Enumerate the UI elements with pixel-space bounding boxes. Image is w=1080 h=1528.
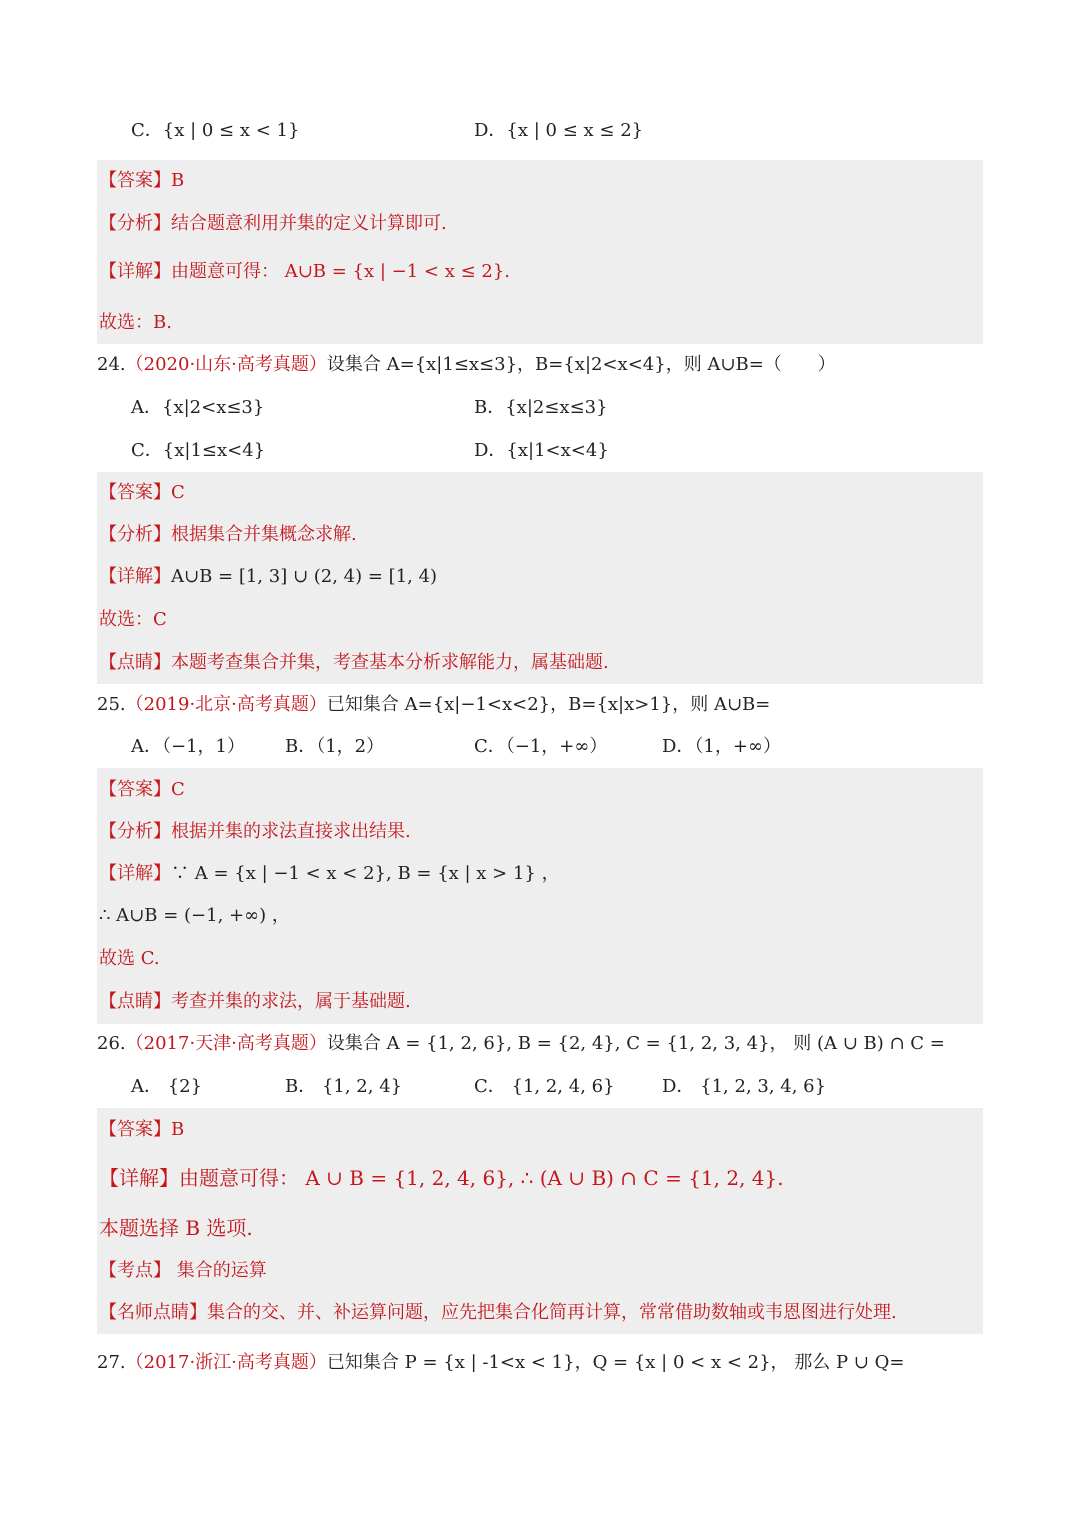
question-number: 24. bbox=[97, 354, 126, 375]
q26-option-b: B． {1, 2, 4} bbox=[285, 1076, 403, 1097]
therefore-25: ∴ A∪B = (−1, +∞) ， bbox=[99, 905, 290, 926]
analysis-23: 【分析】结合题意利用并集的定义计算即可. bbox=[99, 213, 447, 234]
detail-label: 【详解】 bbox=[99, 863, 171, 884]
q25-option-c: C．（−1，+∞） bbox=[474, 736, 608, 757]
question-number: 25. bbox=[97, 694, 126, 715]
question-source: （2017·浙江·高考真题） bbox=[125, 1352, 327, 1373]
comment-25: 【点睛】考查并集的求法，属于基础题. bbox=[99, 991, 411, 1012]
detail-24 bbox=[99, 564, 437, 590]
kaodian-26: 【考点】 集合的运算 bbox=[99, 1260, 267, 1281]
question-text: 已知集合 A={x|−1<x<2}，B={x|x>1}，则 A∪B= bbox=[326, 694, 771, 715]
question-source: （2019·北京·高考真题） bbox=[125, 694, 327, 715]
teacher-comment-26: 【名师点睛】集合的交、并、补运算问题，应先把集合化简再计算，常常借助数轴或韦恩图进行处理. bbox=[99, 1302, 897, 1323]
detail-25 bbox=[99, 861, 560, 887]
q26-option-c: C． {1, 2, 4, 6} bbox=[474, 1076, 615, 1097]
q26-option-d: D． {1, 2, 3, 4, 6} bbox=[662, 1076, 827, 1097]
question-source: （2017·天津·高考真题） bbox=[125, 1033, 327, 1054]
q25-option-a: A．（−1，1） bbox=[131, 736, 245, 757]
question-26-stem bbox=[97, 1031, 945, 1057]
q23-option-c: C．{x | 0 ≤ x < 1} bbox=[131, 120, 300, 141]
q24-option-d: D．{x|1<x<4} bbox=[474, 440, 609, 461]
question-25-stem bbox=[97, 692, 770, 718]
q24-option-b: B．{x|2≤x≤3} bbox=[474, 397, 608, 418]
detail-math: A∪B = [1, 3] ∪ (2, 4) = [1, 4) bbox=[171, 566, 438, 587]
detail-label: 【详解】 bbox=[99, 566, 171, 587]
q26-option-a: A． {2} bbox=[131, 1076, 203, 1097]
analysis-25: 【分析】根据并集的求法直接求出结果. bbox=[99, 821, 411, 842]
q23-option-d: D．{x | 0 ≤ x ≤ 2} bbox=[474, 120, 644, 141]
question-text: 设集合 A={x|1≤x≤3}，B={x|2<x<4}，则 A∪B=（ ） bbox=[326, 354, 836, 375]
answer-24: 【答案】C bbox=[99, 482, 185, 503]
question-number: 26. bbox=[97, 1033, 126, 1054]
answer-box-23 bbox=[97, 160, 983, 344]
q24-option-a: A．{x|2<x≤3} bbox=[131, 397, 265, 418]
answer-23: 【答案】B bbox=[99, 170, 185, 191]
comment-24: 【点睛】本题考查集合并集，考查基本分析求解能力，属基础题. bbox=[99, 652, 609, 673]
question-24-stem bbox=[97, 352, 836, 378]
answer-26: 【答案】B bbox=[99, 1119, 185, 1140]
answer-box-25 bbox=[97, 768, 983, 1024]
question-27-stem bbox=[97, 1350, 904, 1376]
question-number: 27. bbox=[97, 1352, 126, 1373]
choose-24: 故选：C bbox=[99, 609, 167, 630]
analysis-24: 【分析】根据集合并集概念求解. bbox=[99, 524, 357, 545]
choose-26: 本题选择 B 选项. bbox=[99, 1216, 253, 1240]
detail-math: ∵ A = {x | −1 < x < 2}, B = {x | x > 1} ， bbox=[171, 863, 560, 884]
q25-option-b: B．（1，2） bbox=[285, 736, 385, 757]
q25-option-d: D．（1，+∞） bbox=[662, 736, 781, 757]
question-text: 已知集合 P = {x | -1<x < 1}，Q = {x | 0 < x < 2}， 那么 P ∪ Q= bbox=[326, 1352, 905, 1373]
choose-25: 故选 C. bbox=[99, 948, 160, 969]
answer-25: 【答案】C bbox=[99, 779, 185, 800]
question-source: （2020·山东·高考真题） bbox=[125, 354, 327, 375]
detail-23: 【详解】由题意可得： A∪B = {x | −1 < x ≤ 2}. bbox=[99, 261, 511, 282]
choose-23: 故选：B. bbox=[99, 312, 172, 333]
detail-26: 【详解】由题意可得： A ∪ B = {1, 2, 4, 6}, ∴ (A ∪ B) ∩ C = {1, 2, 4}. bbox=[99, 1166, 784, 1190]
q24-option-c: C．{x|1≤x<4} bbox=[131, 440, 266, 461]
question-text: 设集合 A = {1, 2, 6}, B = {2, 4}, C = {1, 2, 3, 4}， 则 (A ∪ B) ∩ C = bbox=[326, 1033, 945, 1054]
